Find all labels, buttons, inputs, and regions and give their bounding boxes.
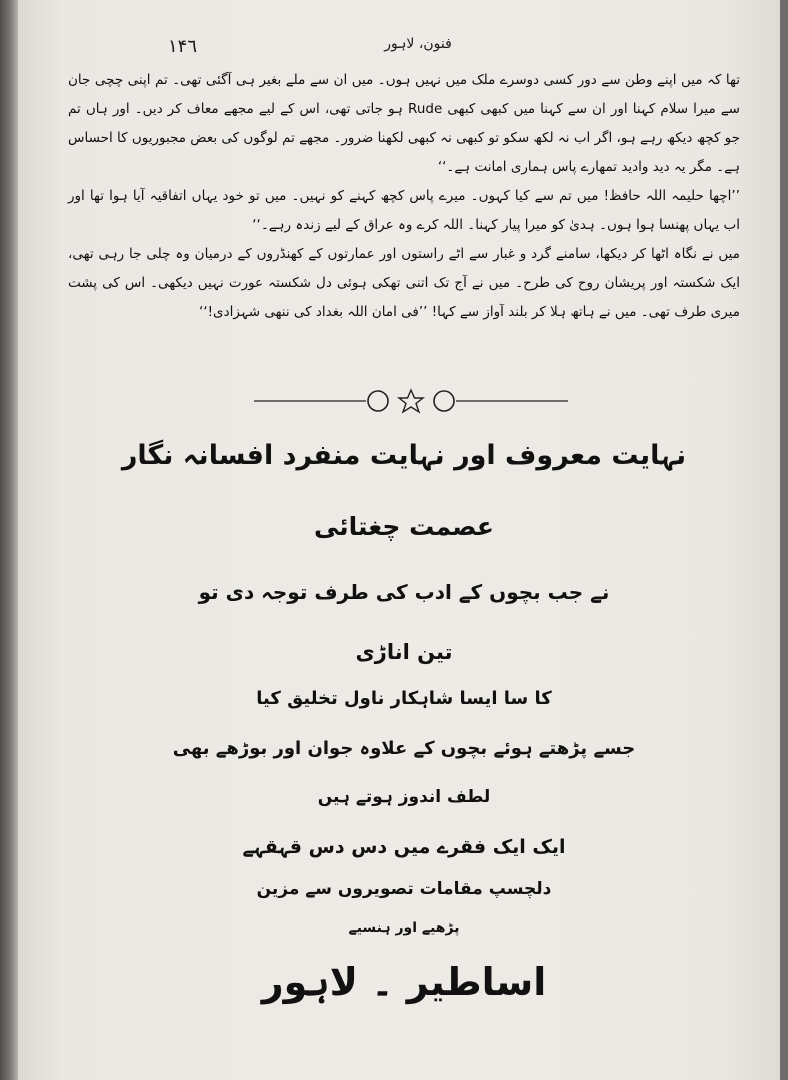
paragraph-2: ’’اچھا حلیمہ اللہ حافظ! میں تم سے کیا کہوں۔ میرے پاس کچھ کہنے کو نہیں۔ میں تو خود یہاں اتفاقیہ آیا ہوا تھا اور اب یہاں پھنسا ہوا ہوں۔ ہدیٰ کو میرا پیار کہنا۔ اللہ کرے وہ عراق کے لیے زندہ رہے۔‘‘	[68, 188, 740, 233]
ad-book-title: تین اناڑی	[355, 640, 453, 664]
story-text	[68, 66, 740, 327]
paragraph-1: تھا کہ میں اپنے وطن سے دور کسی دوسرے ملک میں نہیں ہوں۔ میں ان سے ملے بغیر ہی آگئی تھی۔ تم اپنی چچی جان سے میرا سلام کہنا اور ان سے کہنا میں کبھی کبھی Rude ہو جاتی تھی، اس کے لیے مجھے معاف کر دیں۔ اور ہاں تم جو کچھ دیکھ رہے ہو، اگر اب نہ لکھ سکو تو کبھی نہ کبھی لکھنا ضرور۔ مجھے تم لوگوں کی بعض مجبوریوں کا احساس ہے۔ مگر یہ دید وادید تمھارے پاس ہماری امانت ہے۔‘‘	[68, 72, 740, 175]
running-title: فنون، لاہور	[384, 36, 452, 52]
page-number: ١۴٦	[168, 36, 198, 57]
ad-headline: نہایت معروف اور نہایت منفرد افسانہ نگار	[121, 440, 687, 471]
book-page	[18, 0, 780, 1080]
ad-author-name: عصمت چغتائی	[313, 512, 495, 541]
ad-text-line: نے جب بچوں کے ادب کی طرف توجہ دی تو	[198, 580, 610, 604]
ad-text-line: جسے پڑھتے ہوئے بچوں کے علاوہ جوان اور بوڑھے بھی	[172, 738, 636, 759]
paragraph-3: میں نے نگاہ اٹھا کر دیکھا، سامنے گرد و غبار سے اٹے راستوں اور عمارتوں کے کھنڈروں کے درمیان وہ چلی جا رہی تھی، ایک شکستہ اور پریشان روح کی طرح۔ میں نے آج تک اتنی تھکی ہوئی دل شکستہ عورت نہیں دیکھی۔ اس کی پشت میری طرف تھی۔ میں نے ہاتھ ہلا کر بلند آواز سے کہا! ’’فی امان اللہ بغداد کی ننھی شہزادی!‘‘	[68, 246, 740, 320]
section-divider-ornament	[254, 386, 568, 416]
ad-text-line: کا سا ایسا شاہکار ناول تخلیق کیا	[256, 688, 552, 709]
ad-text-line: ایک ایک فقرے میں دس دس قہقہے	[242, 836, 566, 858]
ad-text-line: دلچسپ مقامات تصویروں سے مزین	[256, 879, 552, 899]
ad-text-line: لطف اندوز ہوتے ہیں	[317, 787, 491, 807]
ad-publisher: اساطیر ۔ لاہور	[261, 960, 547, 1004]
ad-text-line: پڑھیے اور ہنسیے	[348, 920, 460, 936]
book-spine-shadow	[0, 0, 18, 1080]
